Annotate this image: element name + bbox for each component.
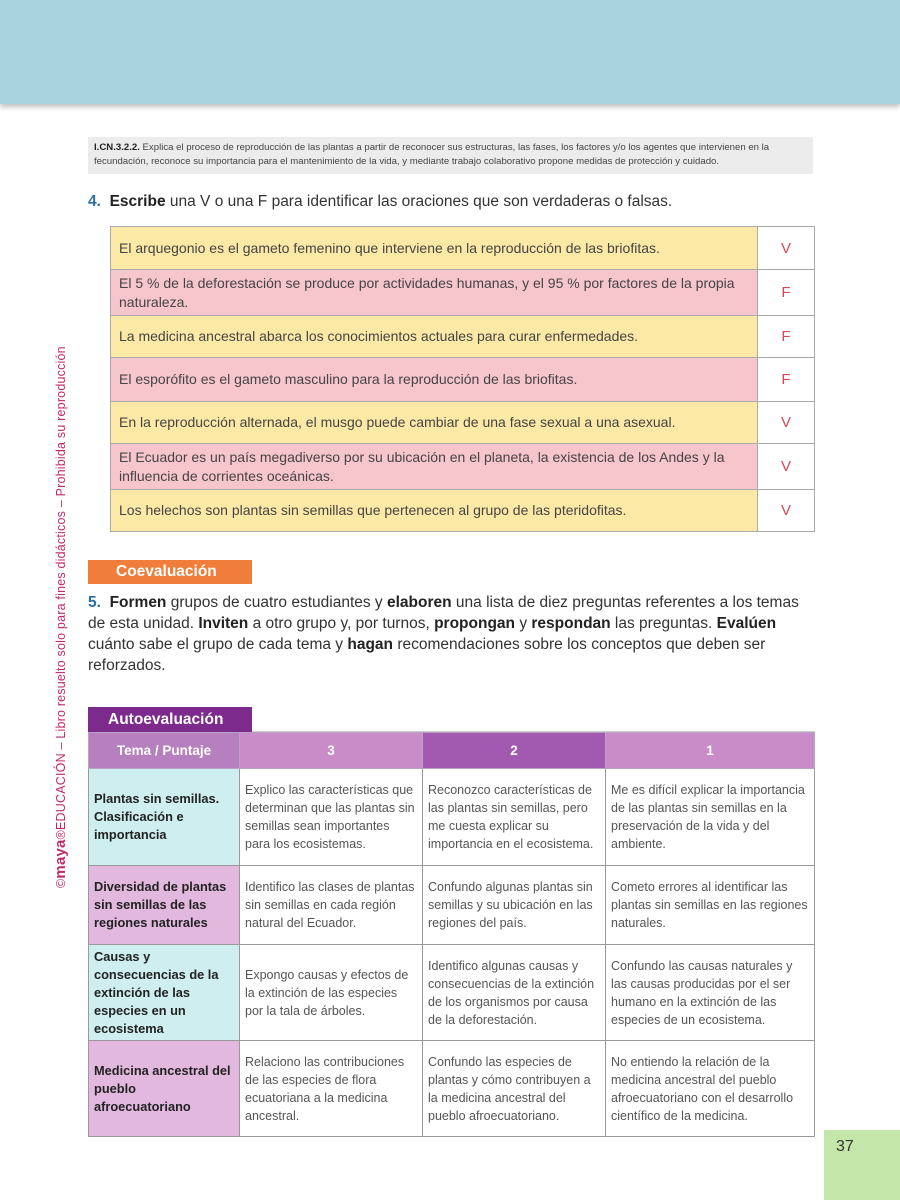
header-score-2: 2 — [423, 733, 606, 769]
header-score-3: 3 — [240, 733, 423, 769]
header-score-1: 1 — [606, 733, 815, 769]
self-assessment-table — [88, 732, 815, 1137]
table-row — [89, 945, 815, 1041]
question-5 — [88, 592, 818, 676]
score-1-cell[interactable]: Me es difícil explicar la importancia de las plantas sin semillas en la preservación de la vida y del ambiente. — [606, 769, 815, 866]
criterion-code: I.CN.3.2.2. — [94, 142, 140, 153]
answer-cell[interactable]: V — [758, 227, 815, 270]
criterion-text: Explica el proceso de reproducción de las plantas a partir de reconocer sus estructuras, las fases, los factores y/o los agentes que intervienen en la fecundación, reconoce su importancia para el mantenimiento de la vida, y mediante trabajo colaborativo propone medidas de protección y cuidado. — [94, 142, 770, 167]
question-4-text: una V o una F para identificar las oraciones que son verdaderas o falsas. — [169, 193, 673, 210]
autoevaluacion-heading: Autoevaluación — [88, 707, 252, 733]
table-row — [111, 402, 815, 444]
statement-cell: El 5 % de la deforestación se produce por actividades humanas, y el 95 % por factores de la propia naturaleza. — [111, 270, 758, 316]
table-row — [111, 316, 815, 358]
topic-cell: Plantas sin semillas. Clasificación e importancia — [89, 769, 240, 866]
statement-cell: El arquegonio es el gameto femenino que interviene en la reproducción de las briofitas. — [111, 227, 758, 270]
answer-cell[interactable]: F — [758, 270, 815, 316]
table-row — [89, 769, 815, 866]
q5-verb: respondan — [531, 615, 611, 632]
answer-cell[interactable]: F — [758, 358, 815, 402]
page-number: 37 — [824, 1130, 900, 1200]
score-3-cell[interactable]: Explico las características que determinan que las plantas sin semillas sean importantes para los ecosistemas. — [240, 769, 423, 866]
q5-text: una lista de diez preguntas referentes a los temas de esta unidad. — [88, 594, 799, 632]
coevaluacion-heading: Coevaluación — [88, 560, 252, 584]
score-1-cell[interactable]: Cometo errores al identificar las plantas sin semillas en las regiones naturales. — [606, 866, 815, 945]
q5-text: cuánto sabe el grupo de cada tema y — [88, 636, 348, 653]
table-row — [89, 1041, 815, 1137]
table-row — [111, 227, 815, 270]
copyright-side-note — [52, 308, 69, 888]
q5-text: grupos de cuatro estudiantes y — [166, 594, 387, 611]
q5-text: recomendaciones sobre los conceptos que deben ser reforzados. — [88, 636, 766, 674]
score-2-cell[interactable]: Confundo las especies de plantas y cómo contribuyen a la medicina ancestral del pueblo afroecuatoriano. — [423, 1041, 606, 1137]
score-3-cell[interactable]: Expongo causas y efectos de la extinción de las especies por la tala de árboles. — [240, 945, 423, 1041]
table-row — [111, 358, 815, 402]
question-4-number: 4. — [88, 193, 101, 210]
score-1-cell[interactable]: Confundo las causas naturales y las causas producidas por el ser humano en la extinción de las especies de un ecosistema. — [606, 945, 815, 1041]
question-4-verb: Escribe — [109, 193, 166, 210]
score-2-cell[interactable]: Identifico algunas causas y consecuencias de la extinción de los organismos por causa de la deforestación. — [423, 945, 606, 1041]
true-false-table — [110, 226, 815, 532]
q5-text: las preguntas. — [610, 615, 717, 632]
table-row — [111, 270, 815, 316]
topic-cell: Medicina ancestral del pueblo afroecuatoriano — [89, 1041, 240, 1137]
header-topic: Tema / Puntaje — [89, 733, 240, 769]
q5-verb: hagan — [347, 636, 394, 653]
score-3-cell[interactable]: Relaciono las contribuciones de las especies de flora ecuatoriana a la medicina ancestral. — [240, 1041, 423, 1137]
evaluation-criterion — [88, 137, 813, 174]
brand-logo-text: maya — [52, 839, 69, 879]
score-2-cell[interactable]: Reconozco características de las plantas sin semillas, pero me cuesta explicar su importancia en el ecosistema. — [423, 769, 606, 866]
statement-cell: La medicina ancestral abarca los conocimientos actuales para curar enfermedades. — [111, 316, 758, 358]
score-3-cell[interactable]: Identifico las clases de plantas sin semillas en cada región natural del Ecuador. — [240, 866, 423, 945]
table-row — [89, 866, 815, 945]
q5-verb: Formen — [109, 594, 167, 611]
statement-cell: El esporófito es el gameto masculino para la reproducción de las briofitas. — [111, 358, 758, 402]
table-row — [111, 444, 815, 490]
side-note-text: EDUCACIÓN – Libro resuelto solo para fines didácticos – Prohibida su reproducción — [54, 346, 68, 830]
registered-symbol: ® — [54, 829, 68, 840]
statement-cell: Los helechos son plantas sin semillas que pertenecen al grupo de las pteridofitas. — [111, 490, 758, 532]
score-1-cell[interactable]: No entiendo la relación de la medicina ancestral del pueblo afroecuatoriano con el desarrollo científico de la medicina. — [606, 1041, 815, 1137]
topic-cell: Diversidad de plantas sin semillas de las regiones naturales — [89, 866, 240, 945]
answer-cell[interactable]: V — [758, 444, 815, 490]
q5-verb: propongan — [434, 615, 516, 632]
question-5-number: 5. — [88, 594, 101, 611]
answer-cell[interactable]: V — [758, 402, 815, 444]
q5-verb: elaboren — [387, 594, 452, 611]
statement-cell: El Ecuador es un país megadiverso por su ubicación en el planeta, la existencia de los Andes y la influencia de corrientes oceánicas. — [111, 444, 758, 490]
q5-verb: Evalúen — [716, 615, 777, 632]
table-row — [111, 490, 815, 532]
answer-cell[interactable]: V — [758, 490, 815, 532]
header-band — [0, 0, 900, 104]
topic-cell: Causas y consecuencias de la extinción de las especies en un ecosistema — [89, 945, 240, 1041]
answer-cell[interactable]: F — [758, 316, 815, 358]
q5-text: a otro grupo y, por turnos, — [248, 615, 435, 632]
score-2-cell[interactable]: Confundo algunas plantas sin semillas y su ubicación en las regiones del país. — [423, 866, 606, 945]
table-header-row — [89, 733, 815, 769]
question-4 — [88, 191, 672, 212]
statement-cell: En la reproducción alternada, el musgo puede cambiar de una fase sexual a una asexual. — [111, 402, 758, 444]
q5-text: y — [515, 615, 532, 632]
q5-verb: Inviten — [198, 615, 249, 632]
copyright-symbol: © — [54, 878, 68, 888]
